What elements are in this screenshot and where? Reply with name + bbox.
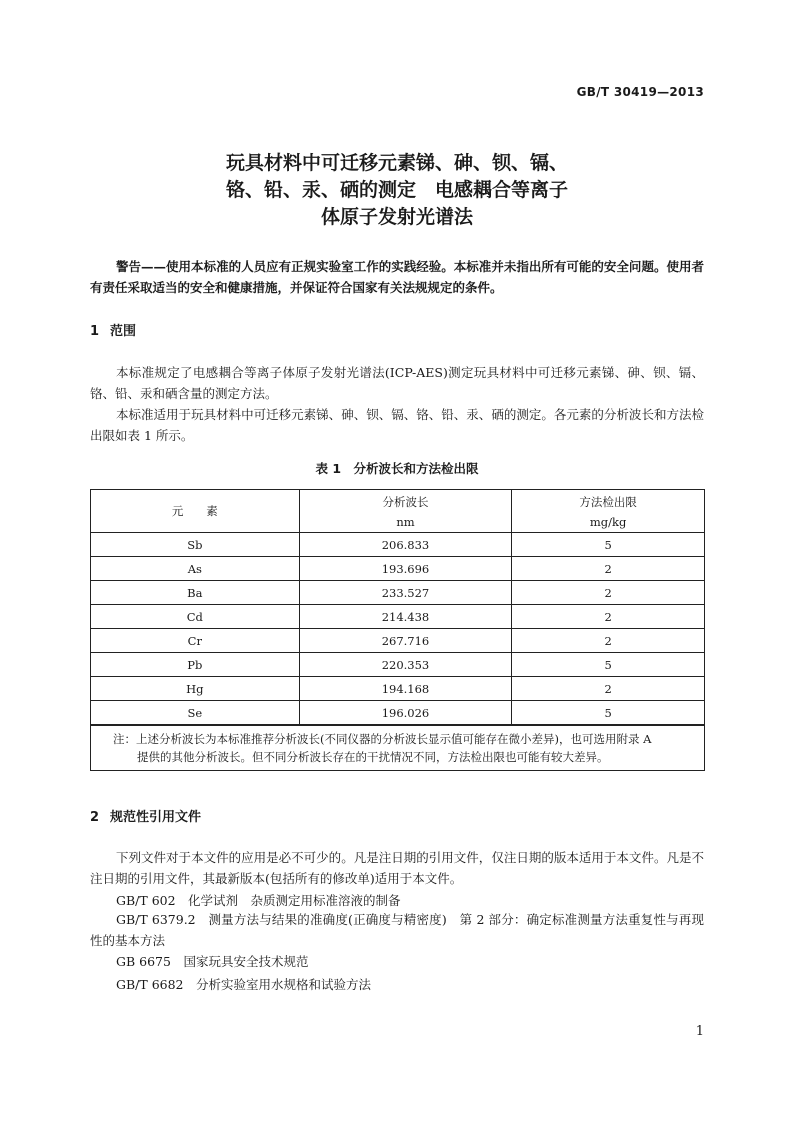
table-row — [91, 557, 705, 581]
reference-gbt-6379-2: GB/T 6379.2 测量方法与结果的准确度(正确度与精密度) 第 2 部分：确定标准测量方法重复性与再现性的基本方法 — [90, 912, 704, 948]
cell-limit: 5 — [512, 533, 705, 557]
table-row — [91, 677, 705, 701]
cell-wavelength: 194.168 — [299, 677, 512, 701]
cell-wavelength: 206.833 — [299, 533, 512, 557]
scope-paragraph-2: 本标准适用于玩具材料中可迁移元素锑、砷、钡、镉、铬、铅、汞、硒的测定。各元素的分析波长和方法检出限如表 1 所示。 — [90, 407, 704, 443]
scope-paragraph-1: 本标准规定了电感耦合等离子体原子发射光谱法(ICP-AES)测定玩具材料中可迁移元素锑、砷、钡、镉、铬、铅、汞和硒含量的测定方法。 — [90, 365, 704, 401]
header-wavelength-unit: nm — [396, 514, 415, 529]
cell-element: Sb — [91, 533, 300, 557]
table-row — [91, 581, 705, 605]
cell-element: Cr — [91, 629, 300, 653]
header-element: 元 素 — [91, 490, 300, 533]
section-2-title: 规范性引用文件 — [110, 810, 202, 825]
cell-element: Se — [91, 701, 300, 726]
table-1-caption: 表 1 分析波长和方法检出限 — [315, 461, 479, 476]
header-limit — [512, 490, 705, 533]
cell-wavelength: 220.353 — [299, 653, 512, 677]
cell-limit: 5 — [512, 701, 705, 726]
cell-limit: 2 — [512, 557, 705, 581]
cell-wavelength: 233.527 — [299, 581, 512, 605]
warning-paragraph: 警告——使用本标准的人员应有正规实验室工作的实践经验。本标准并未指出所有可能的安全问题。使用者有责任采取适当的安全和健康措施，并保证符合国家有关法规规定的条件。 — [90, 259, 704, 295]
cell-element: As — [91, 557, 300, 581]
standard-number: GB/T 30419—2013 — [576, 85, 704, 99]
section-1-title: 范围 — [110, 324, 137, 339]
cell-wavelength: 196.026 — [299, 701, 512, 726]
header-limit-label: 方法检出限 — [579, 494, 637, 509]
cell-element: Hg — [91, 677, 300, 701]
table-note-row — [91, 725, 705, 771]
table-row — [91, 533, 705, 557]
title-line-3: 体原子发射光谱法 — [320, 206, 473, 228]
table-header-row — [91, 490, 705, 533]
cell-element: Cd — [91, 605, 300, 629]
normative-references-paragraph: 下列文件对于本文件的应用是必不可少的。凡是注日期的引用文件，仅注日期的版本适用于本文件。凡是不注日期的引用文件，其最新版本(包括所有的修改单)适用于本文件。 — [90, 850, 704, 886]
table-note — [91, 725, 705, 771]
section-2-heading — [90, 806, 201, 825]
table-note-line-2: 提供的其他分析波长。但不同分析波长存在的干扰情况不同，方法检出限也可能有较大差异。 — [137, 750, 609, 764]
section-2-number: 2 — [90, 810, 100, 825]
cell-limit: 5 — [512, 653, 705, 677]
reference-gbt-602: GB/T 602 化学试剂 杂质测定用标准溶液的制备 — [116, 893, 401, 908]
cell-limit: 2 — [512, 581, 705, 605]
table-row — [91, 653, 705, 677]
table-row — [91, 701, 705, 726]
cell-limit: 2 — [512, 629, 705, 653]
header-wavelength — [299, 490, 512, 533]
table-note-line-1: 注：上述分析波长为本标准推荐分析波长(不同仪器的分析波长显示值可能存在微小差异)，也可选用附录 A — [113, 732, 652, 746]
cell-element: Ba — [91, 581, 300, 605]
header-wavelength-label: 分析波长 — [382, 494, 429, 509]
cell-wavelength: 193.696 — [299, 557, 512, 581]
reference-gbt-6682: GB/T 6682 分析实验室用水规格和试验方法 — [116, 977, 372, 992]
document-title — [0, 150, 794, 231]
cell-wavelength: 267.716 — [299, 629, 512, 653]
header-limit-unit: mg/kg — [589, 514, 627, 529]
reference-gb-6675: GB 6675 国家玩具安全技术规范 — [116, 954, 309, 969]
page-number: 1 — [695, 1024, 704, 1039]
cell-wavelength: 214.438 — [299, 605, 512, 629]
table-row — [91, 605, 705, 629]
cell-limit: 2 — [512, 605, 705, 629]
cell-element: Pb — [91, 653, 300, 677]
table-row — [91, 629, 705, 653]
title-line-1: 玩具材料中可迁移元素锑、砷、钡、镉、 — [225, 152, 568, 174]
section-1-number: 1 — [90, 324, 100, 339]
cell-limit: 2 — [512, 677, 705, 701]
section-1-heading — [90, 320, 136, 339]
title-line-2: 铬、铅、汞、硒的测定 电感耦合等离子 — [225, 179, 568, 201]
table-1 — [90, 489, 705, 771]
